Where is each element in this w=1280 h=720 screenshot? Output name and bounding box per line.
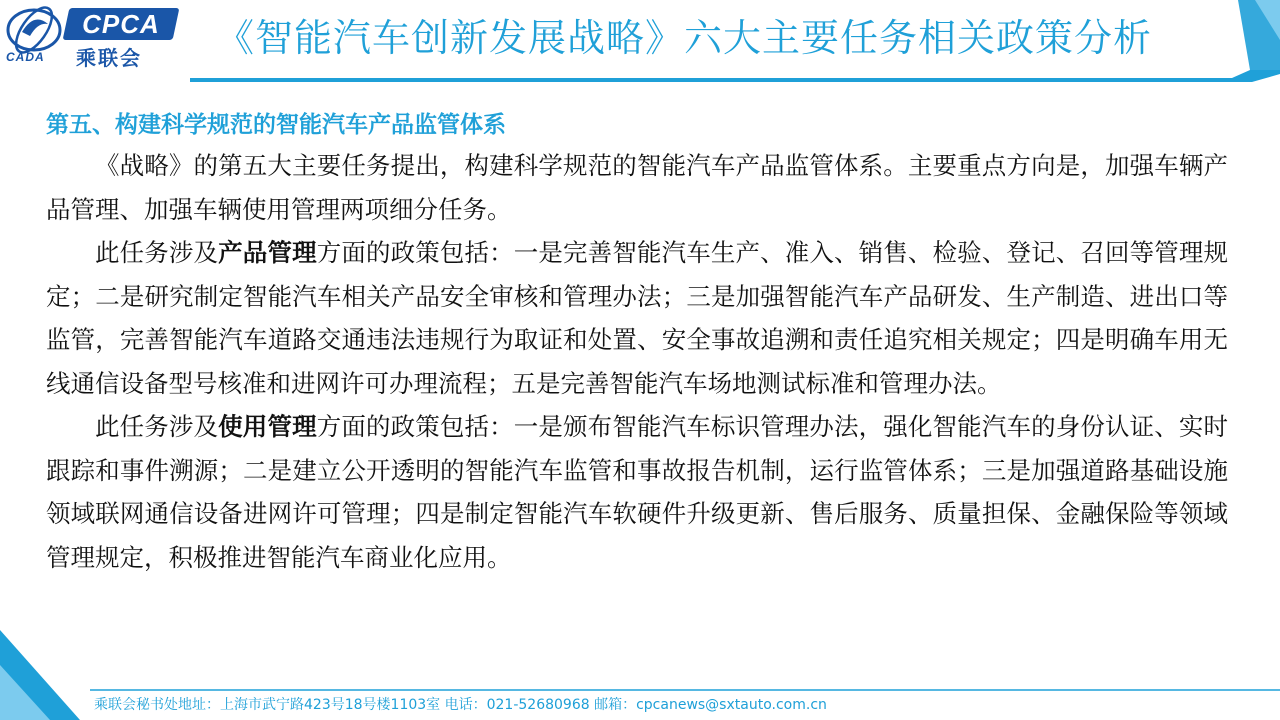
paragraph-usage-management xyxy=(46,405,1228,579)
para2-lead: 此任务涉及 xyxy=(95,238,219,267)
logo-abbr-badge xyxy=(63,8,180,40)
main-content xyxy=(46,106,1228,579)
paragraph-product-management xyxy=(46,231,1228,405)
cpca-logo xyxy=(4,2,180,72)
paragraph-intro: 《战略》的第五大主要任务提出，构建科学规范的智能汽车产品监管体系。主要重点方向是，加强车辆产品管理、加强车辆使用管理两项细分任务。 xyxy=(46,151,1228,224)
logo-chinese-name: 乘联会 xyxy=(76,46,142,70)
header xyxy=(0,0,1280,90)
corner-decoration xyxy=(0,610,90,720)
logo-mark-text: CADA xyxy=(6,50,45,64)
para2-rest: 方面的政策包括：一是完善智能汽车生产、准入、销售、检验、登记、召回等管理规定；二是研究制定智能汽车相关产品安全审核和管理办法；三是加强智能汽车产品研发、生产制造、进出口等监管，完善智能汽车道路交通违法违规行为取证和处置、安全事故追溯和责任追究相关规定；四是明确车用无线通信设备型号核准和进网许可办理流程；五是完善智能汽车场地测试标准和管理办法。 xyxy=(46,238,1229,398)
footer-contact: 乘联会秘书处地址：上海市武宁路423号18号楼1103室 电话：021-52680968 邮箱：cpcanews@sxtauto.com.cn xyxy=(94,697,827,713)
page-title: 《智能汽车创新发展战略》六大主要任务相关政策分析 xyxy=(216,16,1153,60)
para3-rest: 方面的政策包括：一是颁布智能汽车标识管理办法，强化智能汽车的身份认证、实时跟踪和事件溯源；二是建立公开透明的智能汽车监管和事故报告机制，运行监管体系；三是加强道路基础设施领域联网通信设备进网许可管理；四是制定智能汽车软硬件升级更新、售后服务、质量担保、金融保险等领域管理规定，积极推进智能汽车商业化应用。 xyxy=(46,412,1229,572)
logo-abbr: CPCA xyxy=(82,9,160,39)
para3-lead: 此任务涉及 xyxy=(95,412,219,441)
para3-bold-term: 使用管理 xyxy=(218,412,317,441)
section-heading: 第五、构建科学规范的智能汽车产品监管体系 xyxy=(46,112,506,138)
para2-bold-term: 产品管理 xyxy=(218,238,317,267)
